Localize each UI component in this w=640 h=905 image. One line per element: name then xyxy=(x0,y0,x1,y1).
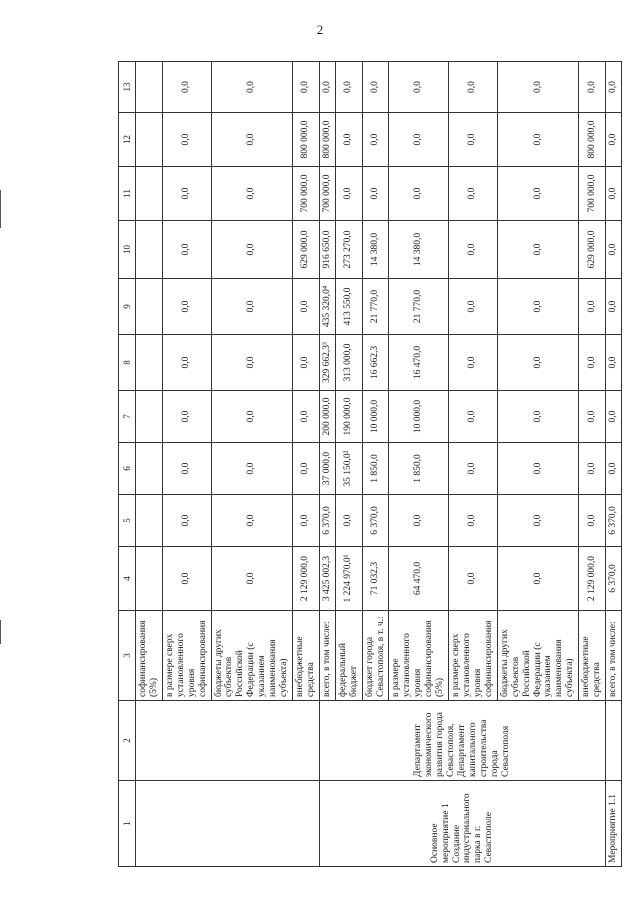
value-cell xyxy=(136,495,163,547)
source-cell: бюджеты других субъектов Российской Федерации (с указанием наименования субъекта) xyxy=(497,611,578,701)
source-cell: в размере сверх установленного уровня софинансирования xyxy=(162,611,211,701)
source-cell: всего, в том числе: xyxy=(606,611,622,701)
executor-cell: Департамент экономического развития города Севастополя, Департамент капитального строительства города Севастополя xyxy=(319,701,605,781)
value-cell: 0,0 xyxy=(211,547,292,611)
value-cell: 0,0 xyxy=(335,62,362,113)
value-cell: 200 000,0 xyxy=(319,391,335,443)
col-header: 8 xyxy=(119,335,136,391)
value-cell: 14 380,0 xyxy=(389,221,449,279)
value-cell: 6 370,0 xyxy=(606,547,622,611)
value-cell: 6 370,0 xyxy=(606,495,622,547)
value-cell: 0,0 xyxy=(211,391,292,443)
value-cell: 0,0 xyxy=(292,443,319,495)
value-cell: 700 000,0 xyxy=(292,167,319,221)
value-cell: 0,0 xyxy=(497,279,578,335)
activity-cell: Мероприятие 1.1 xyxy=(606,781,622,867)
value-cell: 0,0 xyxy=(449,335,498,391)
value-cell: 0,0 xyxy=(497,167,578,221)
value-cell: 0,0 xyxy=(162,62,211,113)
value-cell xyxy=(136,221,163,279)
col-header: 13 xyxy=(119,62,136,113)
value-cell: 0,0 xyxy=(292,335,319,391)
value-cell: 0,0 xyxy=(449,279,498,335)
value-cell: 0,0 xyxy=(497,391,578,443)
value-cell: 2 129 000,0 xyxy=(292,547,319,611)
value-cell: 0,0 xyxy=(606,167,622,221)
value-cell: 0,0 xyxy=(292,495,319,547)
value-cell: 0,0 xyxy=(211,443,292,495)
value-cell: 0,0 xyxy=(162,113,211,167)
col-header: 1 xyxy=(119,781,136,867)
value-cell: 0,0 xyxy=(579,335,606,391)
col-header: 4 xyxy=(119,547,136,611)
value-cell: 35 150,0² xyxy=(335,443,362,495)
value-cell: 0,0 xyxy=(211,279,292,335)
value-cell: 916 650,0 xyxy=(319,221,335,279)
value-cell: 0,0 xyxy=(606,62,622,113)
source-cell: всего, в том числе: xyxy=(319,611,335,701)
value-cell: 0,0 xyxy=(579,391,606,443)
value-cell: 16 470,0 xyxy=(389,335,449,391)
value-cell: 16 662,3 xyxy=(362,335,389,391)
value-cell: 0,0 xyxy=(211,221,292,279)
value-cell xyxy=(136,443,163,495)
value-cell: 71 032,3 xyxy=(362,547,389,611)
value-cell: 0,0 xyxy=(497,495,578,547)
scan-edge-mark xyxy=(0,190,1,228)
value-cell: 0,0 xyxy=(579,279,606,335)
table-row xyxy=(319,62,335,867)
value-cell: 0,0 xyxy=(292,391,319,443)
table-row xyxy=(606,62,622,867)
value-cell: 0,0 xyxy=(497,113,578,167)
value-cell: 0,0 xyxy=(292,279,319,335)
value-cell: 0,0 xyxy=(606,221,622,279)
value-cell: 0,0 xyxy=(449,221,498,279)
value-cell: 0,0 xyxy=(362,62,389,113)
value-cell: 0,0 xyxy=(162,547,211,611)
value-cell: 0,0 xyxy=(211,113,292,167)
value-cell: 190 000,0 xyxy=(335,391,362,443)
value-cell: 0,0 xyxy=(497,221,578,279)
value-cell: 10 000,0 xyxy=(389,391,449,443)
value-cell: 700 000,0 xyxy=(579,167,606,221)
value-cell: 0,0 xyxy=(389,62,449,113)
table-row xyxy=(136,62,163,867)
value-cell: 0,0 xyxy=(449,547,498,611)
col-header: 11 xyxy=(119,167,136,221)
value-cell: 800 000,0 xyxy=(292,113,319,167)
executor-cell-prev xyxy=(136,701,320,781)
value-cell: 0,0 xyxy=(162,391,211,443)
value-cell: 800 000,0 xyxy=(579,113,606,167)
value-cell: 0,0 xyxy=(362,167,389,221)
value-cell: 0,0 xyxy=(579,62,606,113)
value-cell: 0,0 xyxy=(497,62,578,113)
source-cell: внебюджетные средства xyxy=(579,611,606,701)
col-header: 3 xyxy=(119,611,136,701)
page-number: 2 xyxy=(316,22,324,37)
value-cell: 413 550,0 xyxy=(335,279,362,335)
value-cell xyxy=(136,391,163,443)
value-cell: 0,0 xyxy=(162,221,211,279)
value-cell xyxy=(136,335,163,391)
value-cell: 0,0 xyxy=(292,62,319,113)
value-cell: 0,0 xyxy=(606,443,622,495)
value-cell: 0,0 xyxy=(211,62,292,113)
value-cell: 435 320,0⁴ xyxy=(319,279,335,335)
value-cell: 6 370,0 xyxy=(362,495,389,547)
activity-cell-prev xyxy=(136,781,320,867)
value-cell: 0,0 xyxy=(579,443,606,495)
budget-table xyxy=(118,61,622,867)
rotated-table-wrapper xyxy=(118,62,619,867)
value-cell: 2 129 000,0 xyxy=(579,547,606,611)
source-cell: в размере сверх установленного уровня софинансирования xyxy=(449,611,498,701)
activity-cell: Основное мероприятие 1 Создание индустриального парка в г. Севастополе xyxy=(319,781,605,867)
value-cell: 0,0 xyxy=(319,62,335,113)
value-cell: 0,0 xyxy=(389,167,449,221)
value-cell: 700 000,0 xyxy=(319,167,335,221)
col-header: 5 xyxy=(119,495,136,547)
executor-cell xyxy=(606,701,622,781)
source-cell: бюджет города Севастополя, в т. ч.: xyxy=(362,611,389,701)
value-cell: 0,0 xyxy=(449,495,498,547)
value-cell: 37 000,0 xyxy=(319,443,335,495)
value-cell: 0,0 xyxy=(497,443,578,495)
value-cell: 0,0 xyxy=(162,443,211,495)
value-cell: 0,0 xyxy=(162,495,211,547)
value-cell: 1 850,0 xyxy=(362,443,389,495)
value-cell: 0,0 xyxy=(497,335,578,391)
value-cell: 629 000,0 xyxy=(292,221,319,279)
value-cell: 0,0 xyxy=(162,167,211,221)
value-cell: 629 000,0 xyxy=(579,221,606,279)
value-cell: 21 770,0 xyxy=(362,279,389,335)
value-cell: 0,0 xyxy=(449,443,498,495)
value-cell: 0,0 xyxy=(211,335,292,391)
value-cell: 10 000,0 xyxy=(362,391,389,443)
source-cell: федеральный бюджет xyxy=(335,611,362,701)
value-cell: 0,0 xyxy=(389,113,449,167)
value-cell xyxy=(136,547,163,611)
value-cell xyxy=(136,279,163,335)
value-cell: 64 470,0 xyxy=(389,547,449,611)
value-cell: 329 662,3³ xyxy=(319,335,335,391)
col-header: 6 xyxy=(119,443,136,495)
value-cell: 0,0 xyxy=(335,113,362,167)
value-cell: 1 850,0 xyxy=(389,443,449,495)
value-cell: 1 224 970,0¹ xyxy=(335,547,362,611)
value-cell: 273 270,0 xyxy=(335,221,362,279)
value-cell: 0,0 xyxy=(579,495,606,547)
col-header: 7 xyxy=(119,391,136,443)
value-cell: 0,0 xyxy=(449,62,498,113)
value-cell: 0,0 xyxy=(606,391,622,443)
col-header: 10 xyxy=(119,221,136,279)
source-cell: софинансирования (5%) xyxy=(136,611,163,701)
value-cell: 0,0 xyxy=(162,279,211,335)
value-cell xyxy=(136,167,163,221)
value-cell: 14 380,0 xyxy=(362,221,389,279)
value-cell: 0,0 xyxy=(497,547,578,611)
value-cell: 0,0 xyxy=(162,335,211,391)
value-cell: 0,0 xyxy=(606,113,622,167)
value-cell: 0,0 xyxy=(211,495,292,547)
value-cell: 313 000,0 xyxy=(335,335,362,391)
col-header: 9 xyxy=(119,279,136,335)
header-row xyxy=(119,62,136,867)
value-cell: 6 370,0 xyxy=(319,495,335,547)
source-cell: в размере установленного уровня софинансирования (5%) xyxy=(389,611,449,701)
budget-table-area xyxy=(118,62,619,867)
value-cell: 0,0 xyxy=(449,113,498,167)
col-header: 12 xyxy=(119,113,136,167)
value-cell: 21 770,0 xyxy=(389,279,449,335)
value-cell: 0,0 xyxy=(449,167,498,221)
col-header: 2 xyxy=(119,701,136,781)
value-cell: 0,0 xyxy=(211,167,292,221)
value-cell: 3 425 002,3 xyxy=(319,547,335,611)
value-cell: 0,0 xyxy=(362,113,389,167)
value-cell: 0,0 xyxy=(606,279,622,335)
value-cell xyxy=(136,113,163,167)
value-cell: 0,0 xyxy=(606,335,622,391)
scan-edge-mark xyxy=(0,620,1,644)
value-cell: 0,0 xyxy=(449,391,498,443)
value-cell xyxy=(136,62,163,113)
value-cell: 0,0 xyxy=(389,495,449,547)
value-cell: 0,0 xyxy=(335,167,362,221)
value-cell: 800 000,0 xyxy=(319,113,335,167)
source-cell: внебюджетные средства xyxy=(292,611,319,701)
value-cell: 0,0 xyxy=(335,495,362,547)
source-cell: бюджеты других субъектов Российской Федерации (с указанием наименования субъекта) xyxy=(211,611,292,701)
